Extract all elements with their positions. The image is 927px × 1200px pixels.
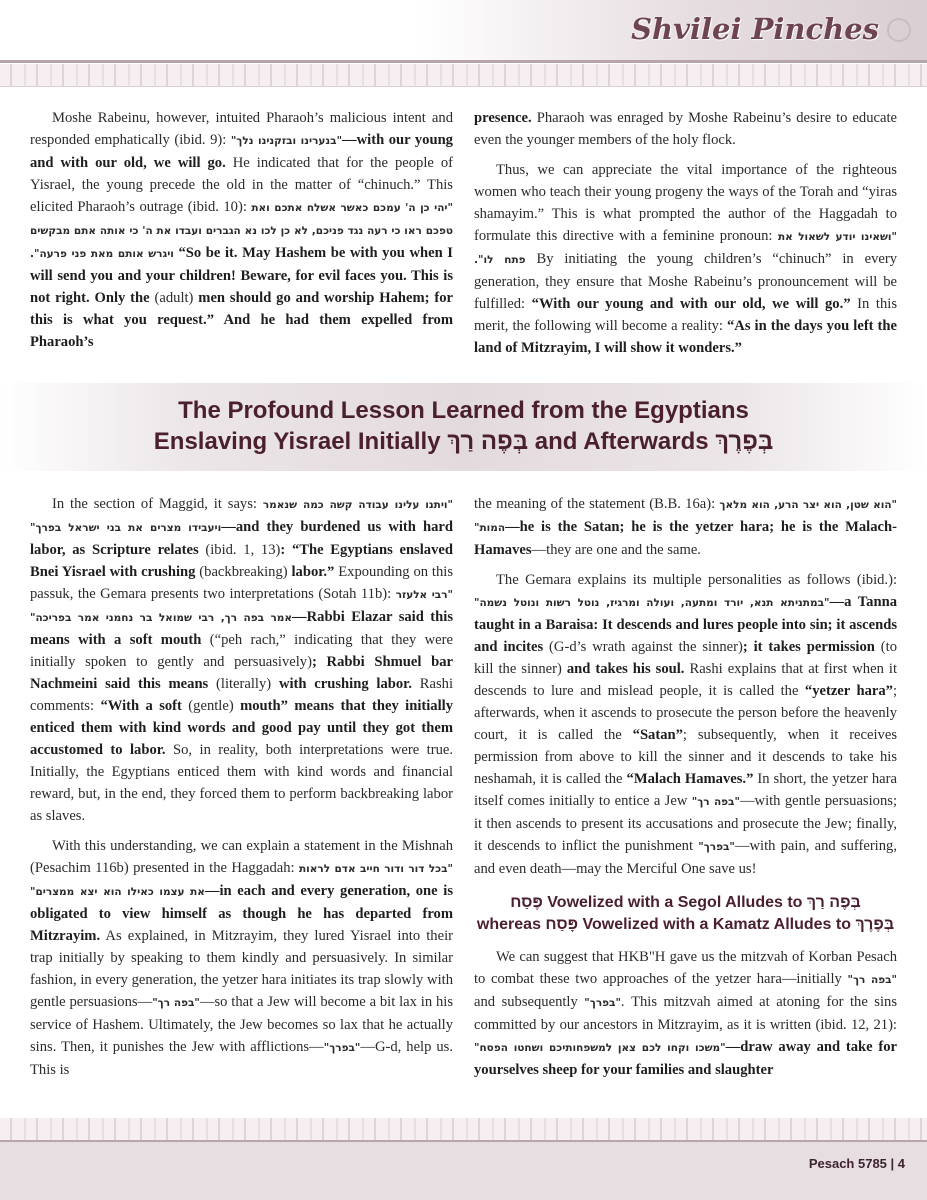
text-run: —so that a Jew will become a bit lax in his service of Hashem. Ultimately, the Jew becomes so lax that he actually sins. Then, it punishes the Jew with afflictions— (30, 994, 453, 1055)
text-run: (adult) (149, 290, 199, 306)
bold-text: —a Tanna taught in a Baraisa: It descends and lures people into sin; it ascends and incites (474, 594, 897, 655)
text-run: Expounding on this passuk, the Gemara presents two interpretations (Sotah 11b): (30, 564, 454, 602)
paragraph (474, 107, 897, 151)
bold-text: —and they burdened us with hard labor, as Scripture relates (30, 519, 453, 558)
bold-text: —he is the Satan; he is the yetzer hara; he is the Malach-Hamaves (474, 519, 897, 558)
bold-text: and takes his soul. (566, 661, 685, 677)
subheading-line2: whereas פָּסַח Vowelized with a Kamatz Alludes to בְּפֶרֶךְ (476, 916, 895, 933)
text-run: By initiating the young children’s “chinuch” in every generation, they ensure that Moshe Rabeinu’s pronouncement will be fulfilled: (474, 251, 898, 312)
text-run: We can suggest that HKB"H gave us the mitzvah of Korban Pesach to combat these two approaches of the yetzer hara—initially (474, 949, 897, 987)
text-run: In the section of Maggid, it says: (52, 496, 263, 512)
bold-text: “Satan” (632, 727, 683, 743)
hebrew-quote: "ושאינו יודע לשאול את פתח לו". (474, 231, 898, 266)
hebrew-quote: "הוא שטן, הוא יצר הרע, הוא מלאך המות" (474, 499, 898, 534)
paragraph (474, 946, 897, 1081)
bold-text: “As in the days you left the land of Mitzrayim, I will show it wonders.” (474, 318, 898, 356)
hebrew-quote: "בפרך" (323, 1042, 361, 1054)
bold-text: ; it takes permission (742, 639, 875, 655)
footer-ornament-border (0, 1118, 927, 1141)
section-heading-line2: Enslaving Yisrael Initially בְּפֶה רַךְ and Afterwards בְּפֶרֶךְ (153, 428, 774, 455)
text-run: —with pain, and suffering, and even death—may the Merciful One save us! (474, 838, 897, 877)
header-ornament-border (0, 64, 927, 87)
section2-right-column (474, 493, 897, 1089)
bold-text: men should go and worship Hahem; for this is what you request.” And he had them expelled from Pharaoh’s (30, 290, 453, 350)
bold-text: “So be it. May Hashem be with you when I will send you and your children! Beware, for evil faces you. This is not right. Only the (30, 245, 453, 306)
paragraph (474, 493, 897, 561)
paragraph (474, 569, 897, 880)
text-run: ; afterwards, when it ascends to prosecute the person before the heavenly court, it is called the (474, 683, 898, 743)
text-run: (to kill the sinner) (474, 639, 897, 677)
bold-text: “With a soft (100, 698, 182, 714)
text-run: Thus, we can appreciate the vital importance of the righteous women who teach their young progeny the ways of the Torah and “yiras shamayim.” This is what prompted the author of the Haggadah to formulate this directive with a feminine pronoun: (474, 162, 897, 244)
text-run: (G-d’s wrath against the sinner) (543, 639, 743, 655)
text-run: Moshe Rabeinu, however, intuited Pharaoh’s malicious intent and responded emphatically (ibid. 9): (30, 110, 453, 148)
text-run: (literally) (208, 676, 279, 692)
hebrew-quote: "בכל דור ודור חייב אדם לראות את עצמו כאילו הוא יצא ממצרים" (30, 863, 453, 898)
hebrew-quote: "משכו וקחו לכם צאן למשפחותיכם ושחטו הפסח" (474, 1042, 726, 1054)
hebrew-quote: "בפרך" (584, 997, 621, 1009)
publication-title: Shvilei Pinches (631, 12, 879, 46)
bold-text: mouth” means that they initially enticed them with kind words and good pay until they got them accustomed to labor. (30, 698, 453, 758)
bold-text: labor.” (291, 564, 335, 580)
subheading-line1: פֶּסַח Vowelized with a Segol Alludes to בְּפֶה רַךְ (510, 894, 861, 911)
text-run: —they are one and the same. (531, 542, 701, 558)
text-run: and subsequently (474, 994, 585, 1010)
section2-right-body-after (474, 946, 897, 1081)
text-run: (ibid. 1, 13) (198, 542, 281, 558)
hebrew-quote: "בפה רך" (691, 796, 740, 808)
page-header (0, 0, 927, 62)
text-run: ; subsequently, when it receives permission from above to kill the sinner and it descends to take his neshamah, it is called the (474, 727, 897, 787)
section1-left-column (30, 107, 453, 361)
bold-text: —with our young and with our old, we will go. (30, 132, 453, 171)
paragraph (30, 493, 453, 827)
bold-text: —in each and every generation, one is obligated to view himself as though he has departed from Mitzrayim. (30, 883, 453, 944)
hebrew-quote: "רבי אלעזר אמר בפה רך, רבי שמואל בר נחמני אמר בפריכה" (30, 589, 453, 624)
bold-text: “yetzer hara” (804, 683, 893, 699)
hebrew-quote: "בנערינו ובזקנינו נלך" (230, 135, 343, 147)
bold-text: : “The Egyptians enslaved Bnei Yisrael with crushing (30, 542, 453, 580)
text-run: So, in reality, both interpretations were true. Initially, the Egyptians enticed them with kind words and financial reward, but, in the end, they forced them to perform backbreaking labor as slaves. (30, 742, 453, 824)
text-run: In short, the yetzer hara itself comes initially to entice a Jew (474, 771, 897, 809)
bold-text: “With our young and with our old, we will go.” (531, 296, 851, 312)
text-run: In this merit, the following will become a reality: (474, 296, 897, 334)
hebrew-quote: "בפרך" (698, 841, 735, 853)
text-run: As explained, in Mitzrayim, they lured Yisrael into their trap initially by speaking to them kindly and persuasively. In similar fashion, in every generation, the yetzer hara initiates its trap slowly with gentle persuasions— (30, 928, 453, 1010)
text-run: . This mitzvah aimed at atoning for the sins committed by our ancestors in Mitzrayim, as it is written (ibid. 12, 21): (474, 994, 898, 1033)
paragraph (30, 835, 453, 1081)
text-run: With this understanding, we can explain a statement in the Mishnah (Pesachim 116b) presented in the Haggadah: (30, 838, 453, 876)
ornament-icon (887, 18, 911, 42)
text-run: the meaning of the statement (B.B. 16a): (474, 496, 720, 512)
bold-text: —Rabbi Elazar said this means with a soft mouth (30, 609, 454, 648)
text-run: (backbreaking) (195, 564, 292, 580)
section2-right-body (474, 493, 897, 880)
subheading (474, 892, 897, 936)
text-run: Rashi comments: (30, 676, 453, 714)
text-run: —with gentle persuasions; it then ascends to present its accusations and prosecute the Jew; finally, it descends to inflict the punishment (474, 793, 897, 854)
text-run: Rashi explains that at first when it descends to lure and mislead people, it is called the (474, 661, 897, 699)
hebrew-quote: "ויתנו עלינו עבודה קשה כמה שנאמר ויעבידו מצרים את בני ישראל בפרך" (30, 499, 453, 534)
text-run: (gentle) (181, 698, 241, 714)
section-heading (0, 395, 927, 457)
paragraph (30, 107, 453, 353)
issue-page-number: Pesach 5785 | 4 (808, 1156, 905, 1171)
text-run: (“peh rach,” indicating that they were initially spoken to gently and persuasively) (30, 632, 453, 670)
text-run: He indicated that for the people of Yisrael, the young precede the old in the matter of “chinuch.” This elicited Pharaoh’s outrage (ibid. 10): (30, 155, 453, 215)
bold-text: —draw away and take for yourselves sheep for your families and slaughter (474, 1039, 897, 1078)
header-rule (0, 60, 927, 63)
text-run: Pharaoh was enraged by Moshe Rabeinu’s desire to educate even the younger members of the holy flock. (474, 110, 897, 148)
section-heading-line1: The Profound Lesson Learned from the Egyptians (178, 397, 749, 424)
bold-text: with crushing labor. (278, 676, 412, 692)
section2-left-column (30, 493, 453, 1089)
text-run: —G-d, help us. This is (30, 1039, 453, 1078)
bold-text: presence. (474, 110, 532, 126)
text-run: The Gemara explains its multiple personalities as follows (ibid.): (496, 572, 897, 588)
hebrew-quote: "בפה רך" (847, 974, 898, 986)
hebrew-quote: "יהי כן ה' עמכם כאשר אשלח אתכם ואת טפכם ראו כי רעה נגד פניכם, לא כן לכו נא הגברים ועבדו את ה' כי אותה אתם מבקשים ויגרש אותם מאת פני פרעה". (30, 202, 453, 260)
bold-text: ; Rabbi Shmuel bar Nachmeini said this means (30, 654, 453, 692)
hebrew-quote: "במתניתא תנא, יורד ומתעה, ועולה ומרגיז, נוטל רשות ונוטל נשמה" (474, 597, 830, 609)
section1-right-column (474, 107, 897, 367)
page-footer (0, 1142, 927, 1200)
hebrew-quote: "בפה רך" (152, 997, 200, 1009)
paragraph (474, 159, 897, 359)
bold-text: “Malach Hamaves.” (626, 771, 754, 787)
